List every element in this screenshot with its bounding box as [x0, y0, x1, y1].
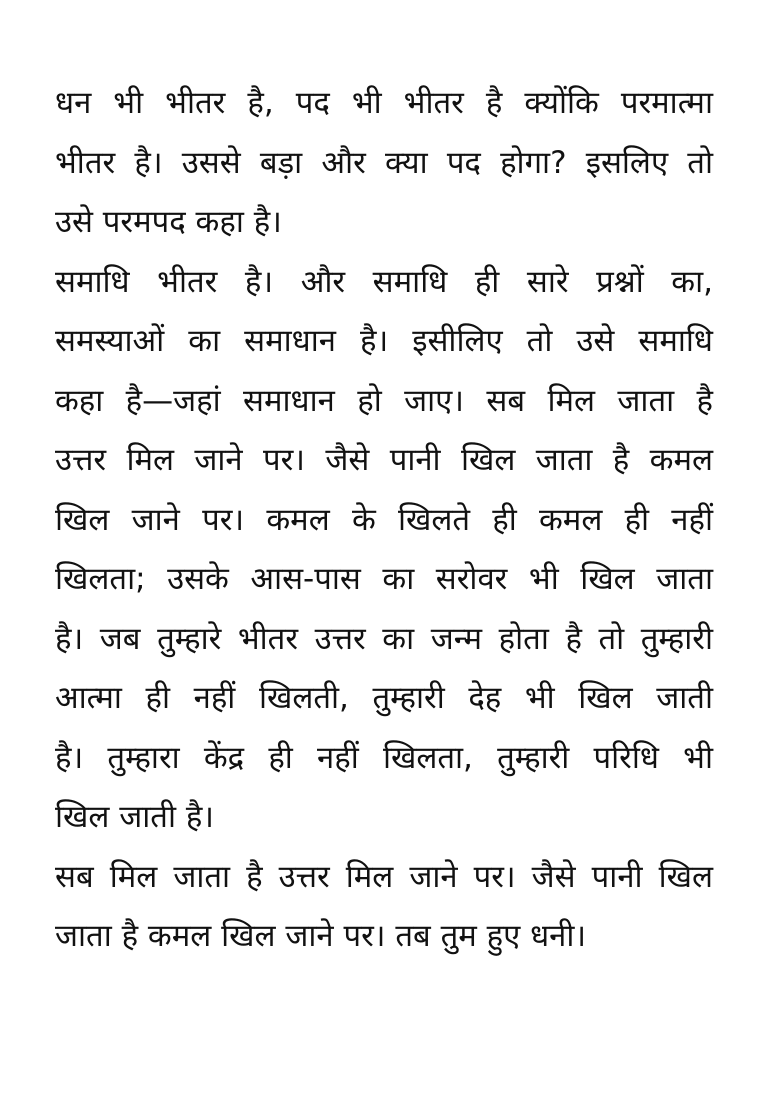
text-line: खिल जाती है।: [55, 799, 215, 835]
text-line: समाधि भीतर है। और समाधि ही सारे प्रश्नों का,: [55, 263, 713, 300]
text-line: आत्मा ही नहीं खिलती, तुम्हारी देह भी खिल जाती: [55, 680, 713, 716]
text-line: धन भी भीतर है, पद भी भीतर है क्योंकि परमात्मा: [55, 85, 713, 121]
text-line: है। जब तुम्हारे भीतर उत्तर का जन्म होता है तो तुम्हारी: [55, 620, 713, 657]
text-line: समस्याओं का समाधान है। इसीलिए तो उसे समाधि: [55, 323, 713, 359]
text-line: सब मिल जाता है उत्तर मिल जाने पर। जैसे पानी खिल: [55, 858, 713, 895]
text-line: उसे परमपद कहा है।: [55, 204, 282, 240]
text-line: खिल जाने पर। कमल के खिलते ही कमल ही नहीं: [55, 501, 713, 538]
text-line: है। तुम्हारा केंद्र ही नहीं खिलता, तुम्हारी परिधि भी: [55, 739, 713, 776]
text-line: भीतर है। उससे बड़ा और क्या पद होगा? इसलिए तो: [55, 144, 713, 181]
text-line: खिलता; उसके आस-पास का सरोवर भी खिल जाता: [55, 561, 713, 597]
text-line: जाता है कमल खिल जाने पर। तब तुम हुए धनी।: [55, 918, 587, 954]
text-line: उत्तर मिल जाने पर। जैसे पानी खिल जाता है कमल: [55, 442, 713, 478]
document-page: [55, 74, 713, 967]
text-line: कहा है—जहां समाधान हो जाए। सब मिल जाता है: [55, 382, 713, 419]
